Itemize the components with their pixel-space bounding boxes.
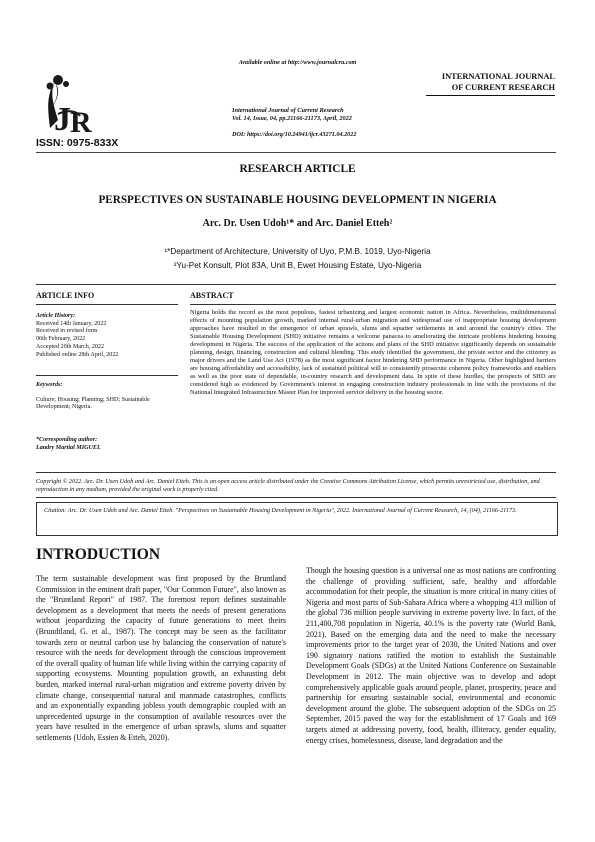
keywords-label: Keywords: <box>36 382 63 388</box>
svg-text:J: J <box>54 101 71 138</box>
keywords: Culture; Housing; Planning; SHD; Sustainable Development; Nigeria. <box>36 396 150 411</box>
journal-name-line1: INTERNATIONAL JOURNAL <box>441 72 555 81</box>
affiliation-1: ¹*Department of Architecture, University of Uyo, P.M.B. 1019, Uyo-Nigeria <box>164 247 431 256</box>
corresponding-label: *Corresponding author: <box>36 437 98 443</box>
history-item: 06th February, 2022 <box>36 336 86 343</box>
journal-name <box>405 71 555 93</box>
history-item: Received 14th January, 2022 <box>36 320 107 327</box>
svg-text:R: R <box>70 106 92 138</box>
journal-name-line2: OF CURRENT RESEARCH <box>451 83 555 92</box>
history-item: Accepted 20th March, 2022 <box>36 343 105 350</box>
history-item: Received in revised form <box>36 328 98 335</box>
journal-reference <box>232 107 452 123</box>
right-column-text: Though the housing question is a universal one as most nations are confronting the challenge of providing sufficient, safe, healthy and affordable accommodation for their people, the situation is more critical in many cities of Nigeria and most parts of Sub-Sahara Africa where a whopping 413 million of the global 736 million people surviving in extreme poverty live. In fact, of the 211,400,708 population in Nigeria, 40.1% is the poverty rate (World Bank, 2021). Based on the emerging data and the need to make the necessary improvements prior to the target year of 2030, the United Nations and over 190 signatory nations ratified the motion to establish the Sustainable Development Goals (SDGs) at the United Nations Conference on Sustainable Development in 2012. The main objective was to develop and adopt comprehensively applicable goals around people, planet, prosperity, peace and partnership for ensuring sustainable social, environmental and economic development around the globe. The subsequent adoption of the SDGs on 25 September, 2015 paved the way for the establishment of 17 Goals and 169 targets aimed at addressing poverty, food, health, illiteracy, gender equality, energy crises, homelessness, disease, land degradation and the <box>306 566 556 745</box>
keywords-block <box>36 382 178 412</box>
article-info-heading: ARTICLE INFO <box>36 291 95 300</box>
copyright-bottom-rule <box>36 497 556 498</box>
header-rule <box>426 95 555 96</box>
article-type: RESEARCH ARTICLE <box>239 163 356 175</box>
journal-logo <box>36 70 106 138</box>
article-title: PERSPECTIVES ON SUSTAINABLE HOUSING DEVELOPMENT IN NIGERIA <box>98 194 497 206</box>
copyright-top-rule <box>36 472 556 473</box>
abstract-text: Nigeria holds the record as the most populous, fastest urbanizing and largest economic nation in Africa. Nevertheless, multidimensional effects of mounting population growth, marked internal rural-urban migration and widespread use of inappropriate housing development approaches have resulted in the emergence of urban sprawls, slums and squatter settlements in and around the country's cities. The Sustainable Housing Development (SHD) initiative remains a welcome panacea to ameliorating the intricate problems hindering housing development in Nigeria. The success of the application of the actions and plans of the SHD initiative significantly depends on sustainable planning, design, financing, construction and cultural blending. This study identified the government, the private sector and the citizenry as major drivers and the Land Use Act (1978) as the most significant factor hindering SHD performance in Nigeria. Other highlighted barriers are housing affordability and accessibility, lack of sustained political will to consistently prosecute coherent policy frameworks and enablers as well as the poor state of dependable, in-country research and development data. In spite of these hurdles, the prospects of SHD are considered high as evidenced by Government's interest in engaging construction industry professionals in line with the provisions of the National Integrated Infrastructure Master Plan for improved service delivery in the housing sector. <box>190 309 556 397</box>
left-column-text: The term sustainable development was first proposed by the Bruntland Commission in the eminent draft paper, "Our Common Future", also known as the "Bruntland Report" of 1987. The foremost report defines sustainable development as a development that meets the needs of present generations without jeopardizing the capacity of future generations to meet theirs (Brundtland, G. et al., 1987). The concept may be seen as the facilitator towards zero or neutral carbon use by balancing the conservation of nature's resource with the needs for development through the conscious improvement of the overall quality of human life while living within the carrying capacity of supporting ecosystems. Mounting population growth, an exhausting debt burden, marked internal rural-urban migration and extreme poverty driven by climate change, consequential natural and manmade catastrophes, conflicts and an exponentially expanding jobless youth demographic coupled with an unprecedented upsurge in the consumption of available resources over the years have resulted in the emergence of urban sprawls, slums and squatter settlements (Udoh, Essien & Etteh, 2020). <box>36 574 286 742</box>
citation-text: Citation: Arc. Dr. Usen Udoh and Arc. Daniel Etteh. "Perspectives on Sustainable Housing Development in Nigeria", 2022. International Journal of Current Research, 14, (04), 21166-21173. <box>44 507 517 514</box>
doi[interactable]: DOI: https://doi.org/10.24941/ijcr.43271.04.2022 <box>232 131 357 138</box>
availability-line: Available online at http://www.journalcra.com <box>238 59 357 66</box>
section-top-rule <box>36 284 556 285</box>
abstract-rule <box>190 304 556 305</box>
history-item: Published online 28th April, 2022 <box>36 351 119 358</box>
abstract-heading: ABSTRACT <box>190 291 234 300</box>
corresponding-block <box>36 437 178 452</box>
issn: ISSN: 0975-833X <box>36 137 119 149</box>
article-history <box>36 313 178 359</box>
copyright-notice: Copyright © 2022. Arc. Dr. Usen Udoh and Arc. Daniel Etteh. This is an open access article distributed under the Creative Commons Attribution License, which permits unrestricted use, distribution, and reproduction in any medium, provided the original work is properly cited. <box>36 478 540 493</box>
history-rule <box>36 375 178 376</box>
journal-ref-line1: International Journal of Current Research <box>232 107 344 114</box>
authors: Arc. Dr. Usen Udoh¹* and Arc. Daniel Etteh² <box>202 218 393 229</box>
article-info-rule <box>36 304 178 305</box>
affiliation-2: ²Yu-Pet Konsult, Plot 83A, Unit B, Ewet Housing Estate, Uyo-Nigeria <box>173 261 422 270</box>
corresponding-name: Landry Martial MIGUEL <box>36 444 101 451</box>
header-divider <box>36 152 556 153</box>
journal-ref-line2: Vol. 14, Issue, 04, pp.21166-21173, April, 2022 <box>232 115 352 122</box>
intro-heading: INTRODUCTION <box>36 546 161 563</box>
history-label: Article History: <box>36 313 76 319</box>
